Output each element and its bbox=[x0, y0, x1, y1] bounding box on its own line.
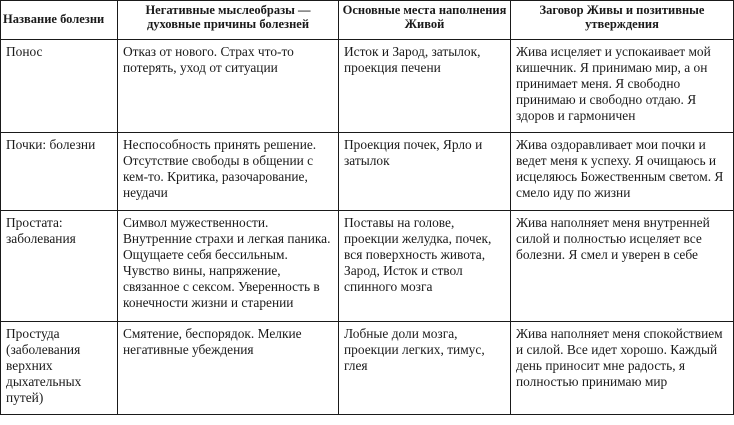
illness-name: Простуда (заболевания верхних дыхательных путей) bbox=[6, 326, 82, 406]
causes-text: Символ мужественности. Внутренние страхи и легкая паника. Ощущаете себя бессильным. Чувство вины, напряжение, связанное с сексом. Уверенность в конечности жизни и старении bbox=[123, 215, 331, 311]
places-cell bbox=[339, 40, 511, 133]
affirmation-cell bbox=[511, 133, 734, 211]
affirmation-text: Жива наполняет меня спокойствием и силой. Все идет хорошо. Каждый день приносит мне радость, я полностью принимаю мир bbox=[516, 326, 723, 390]
header-affirmation: Заговор Живы и позитивные утверждения bbox=[511, 1, 734, 40]
illness-cell bbox=[1, 40, 118, 133]
affirmation-cell bbox=[511, 40, 734, 133]
table-row bbox=[1, 211, 734, 322]
affirmation-cell bbox=[511, 322, 734, 415]
causes-text: Смятение, беспорядок. Мелкие негативные убеждения bbox=[123, 326, 302, 358]
causes-cell bbox=[118, 40, 339, 133]
illness-name: Почки: болезни bbox=[6, 137, 96, 152]
affirmation-cell bbox=[511, 211, 734, 322]
illness-cell bbox=[1, 322, 118, 415]
header-places: Основные места наполнения Живой bbox=[339, 1, 511, 40]
causes-text: Отказ от нового. Страх что-то потерять, уход от ситуации bbox=[123, 44, 294, 76]
places-cell bbox=[339, 322, 511, 415]
illness-name: Понос bbox=[6, 44, 43, 59]
causes-cell bbox=[118, 322, 339, 415]
causes-cell bbox=[118, 133, 339, 211]
header-row bbox=[1, 1, 734, 40]
illness-name: Простата: заболевания bbox=[6, 215, 76, 247]
causes-text: Неспособность принять решение. Отсутствие свободы в общении с кем-то. Критика, разочарование, неудачи bbox=[123, 137, 317, 201]
places-cell bbox=[339, 211, 511, 322]
table-row bbox=[1, 322, 734, 415]
header-illness: Название болезни bbox=[1, 1, 118, 40]
illness-cell bbox=[1, 211, 118, 322]
table-row bbox=[1, 40, 734, 133]
affirmation-text: Жива наполняет меня внутренней силой и полностью исцеляет все болезни. Я смел и уверен в себе bbox=[516, 215, 710, 263]
causes-cell bbox=[118, 211, 339, 322]
table-body bbox=[1, 40, 734, 415]
places-text: Исток и Зарод, затылок, проекция печени bbox=[344, 44, 481, 76]
affirmation-text: Жива исцеляет и успокаивает мой кишечник. Я принимаю мир, а он принимает меня. Я свободно принимаю и свободно отдаю. Я здоров и гармоничен bbox=[516, 44, 711, 124]
affirmation-text: Жива оздоравливает мои почки и ведет меня к успеху. Я очищаюсь и исцеляюсь Божественным светом. Я смело иду по жизни bbox=[516, 137, 724, 201]
places-cell bbox=[339, 133, 511, 211]
places-text: Поставы на голове, проекции желудка, почек, вся поверхность живота, Зарод, Исток и ствол спинного мозга bbox=[344, 215, 492, 295]
places-text: Лобные доли мозга, проекции легких, тимус, глея bbox=[344, 326, 485, 374]
places-text: Проекция почек, Ярло и затылок bbox=[344, 137, 483, 169]
table-row bbox=[1, 133, 734, 211]
illness-cell bbox=[1, 133, 118, 211]
header-causes: Негативные мыслеобразы — духовные причины болезней bbox=[118, 1, 339, 40]
table-header bbox=[1, 1, 734, 40]
